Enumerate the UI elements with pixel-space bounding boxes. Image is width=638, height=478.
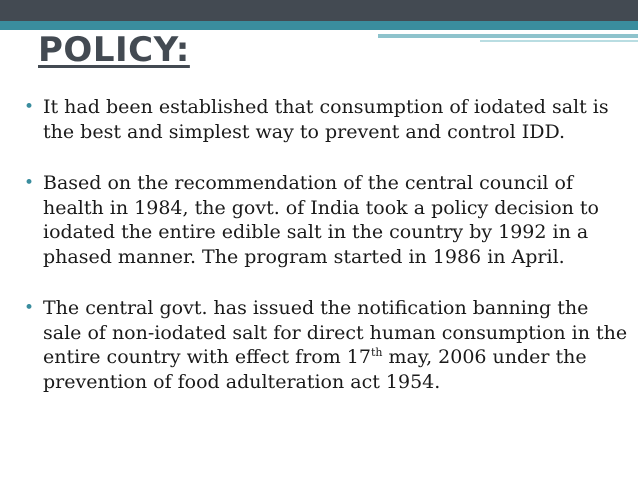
bullet-text: The central govt. has issued the notification banning the sale of non-iodated salt for direct human consumption in the entire country with effect from 17 <box>43 297 628 368</box>
accent-stripe <box>0 21 638 30</box>
bullet-icon: • <box>24 298 35 318</box>
header-bar <box>0 0 638 21</box>
bullet-icon: • <box>24 173 35 193</box>
bullet-item <box>24 171 632 269</box>
ordinal-superscript: th <box>370 346 383 359</box>
bullet-text: Based on the recommendation of the central council of health in 1984, the govt. of India took a policy decision to iodated the entire edible salt in the country by 1992 in a phased manner. The program started in 1986 in April. <box>43 172 599 268</box>
bullet-text-continued: may, 2006 under the prevention of food adulteration act 1954. <box>43 346 587 393</box>
accent-stripe-thin <box>378 34 638 38</box>
bullet-item <box>24 95 632 144</box>
bullet-item <box>24 296 632 394</box>
bullet-text: It had been established that consumption of iodated salt is the best and simplest way to prevent and control IDD. <box>43 96 609 143</box>
slide-title: POLICY: <box>38 30 190 70</box>
accent-stripe-thinner <box>480 40 638 42</box>
bullet-list <box>24 95 632 421</box>
bullet-icon: • <box>24 97 35 117</box>
